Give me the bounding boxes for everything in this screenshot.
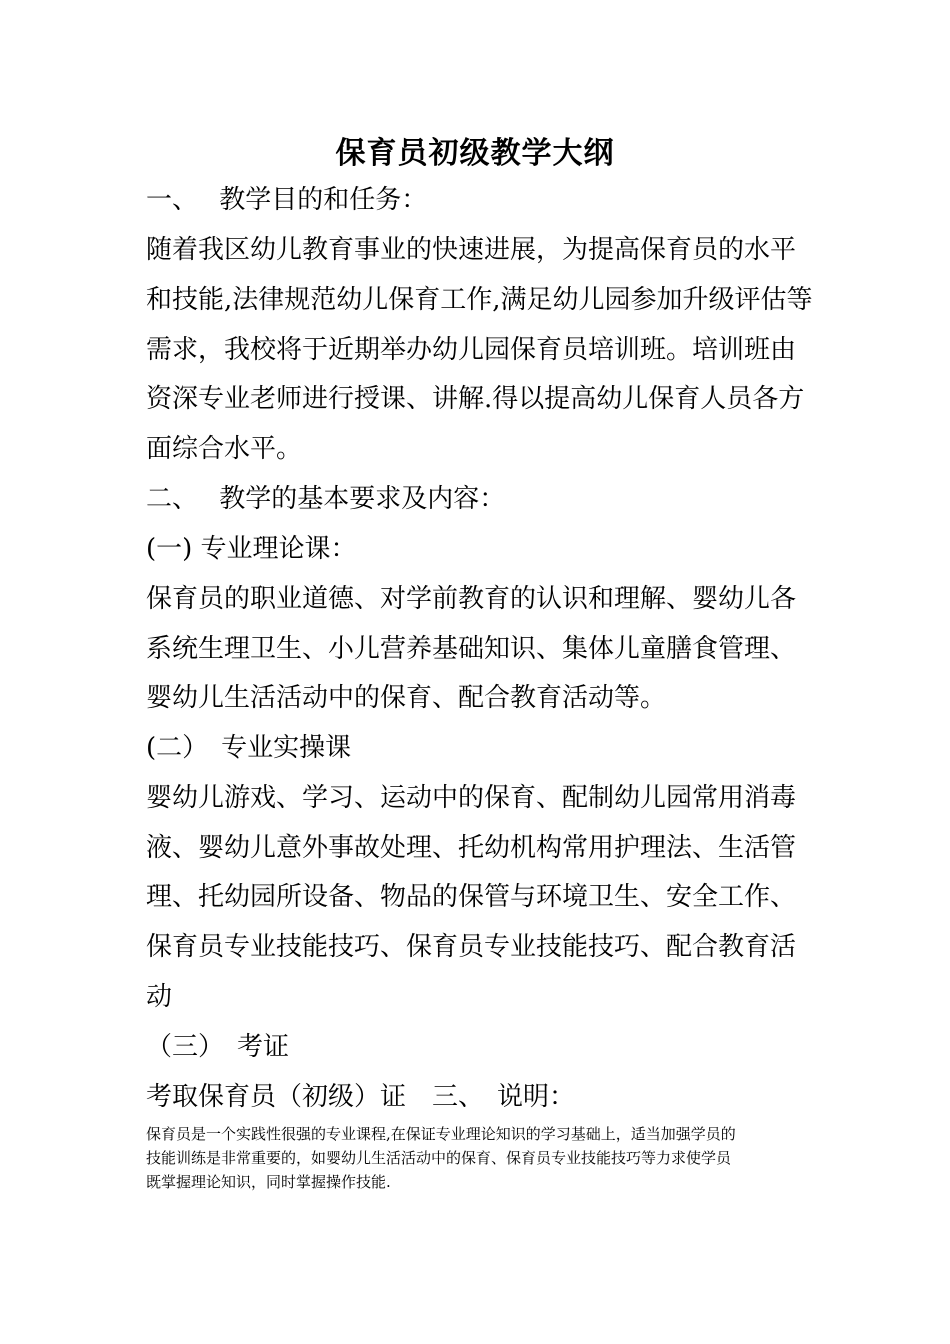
subsection-heading-1: (一) 专业理论课：: [146, 534, 357, 564]
body-line: 保育员的职业道德、对学前教育的认识和理解、婴幼儿各: [146, 584, 797, 614]
subsection-heading-2: (二） 专业实操课: [146, 733, 352, 763]
note-line: 既掌握理论知识，同时掌握操作技能.: [146, 1173, 391, 1191]
document-title: 保育员初级教学大纲: [335, 136, 615, 171]
section-heading-2: 二、 教学的基本要求及内容：: [146, 484, 506, 514]
body-line: 资深专业老师进行授课、讲解.得以提高幼儿保育人员各方: [146, 384, 805, 414]
note-line: 技能训练是非常重要的，如婴幼儿生活活动中的保育、保育员专业技能技巧等力求使学员: [146, 1149, 732, 1167]
subsection-heading-3: （三） 考证: [146, 1032, 290, 1062]
note-line: 保育员是一个实践性很强的专业课程,在保证专业理论知识的学习基础上，适当加强学员的: [146, 1125, 736, 1143]
body-line: 动: [146, 982, 173, 1012]
body-line: 考取保育员（初级）证 三、 说明：: [146, 1082, 576, 1112]
body-line: 和技能,法律规范幼儿保育工作,满足幼儿园参加升级评估等: [146, 285, 813, 315]
section-heading-1: 一、 教学目的和任务：: [146, 185, 428, 215]
body-line: 液、婴幼儿意外事故处理、托幼机构常用护理法、生活管: [146, 833, 797, 863]
body-line: 随着我区幼儿教育事业的快速进展，为提高保育员的水平: [146, 235, 797, 265]
body-line: 面综合水平。: [146, 434, 303, 464]
body-line: 需求，我校将于近期举办幼儿园保育员培训班。培训班由: [146, 335, 797, 365]
body-line: 婴幼儿生活活动中的保育、配合教育活动等。: [146, 683, 667, 713]
body-line: 理、托幼园所设备、物品的保管与环境卫生、安全工作、: [146, 882, 797, 912]
body-line: 婴幼儿游戏、学习、运动中的保育、配制幼儿园常用消毒: [146, 783, 797, 813]
body-line: 保育员专业技能技巧、保育员专业技能技巧、配合教育活: [146, 932, 797, 962]
body-line: 系统生理卫生、小儿营养基础知识、集体儿童膳食管理、: [146, 634, 797, 664]
